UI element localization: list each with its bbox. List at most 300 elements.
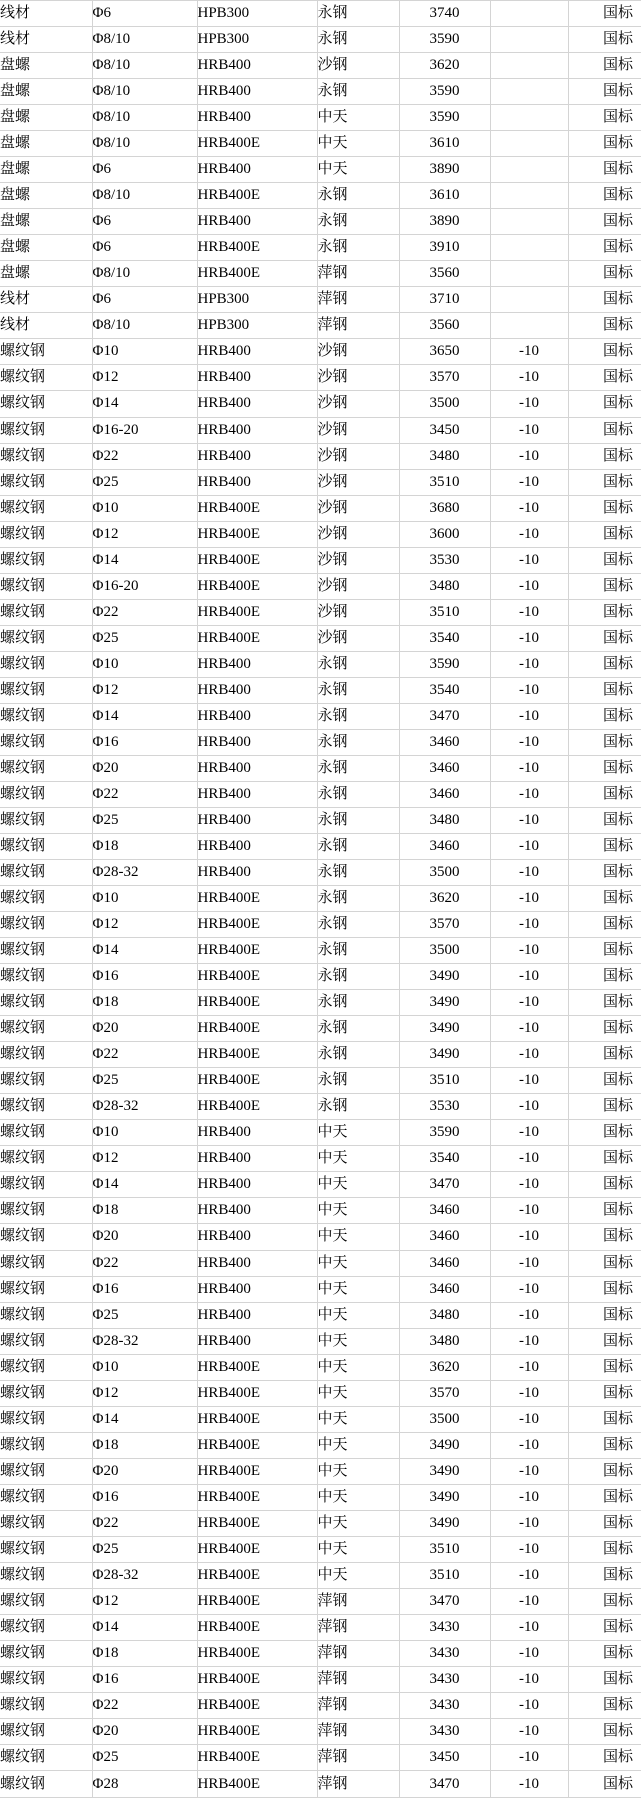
cell-price[interactable]: 3650 — [399, 339, 490, 365]
cell-change[interactable]: -10 — [490, 1588, 568, 1614]
cell-product[interactable]: 螺纹钢 — [0, 1536, 92, 1562]
cell-mill[interactable]: 永钢 — [317, 990, 399, 1016]
cell-mill[interactable]: 永钢 — [317, 807, 399, 833]
cell-change[interactable]: -10 — [490, 1198, 568, 1224]
cell-product[interactable]: 螺纹钢 — [0, 1588, 92, 1614]
cell-diameter[interactable]: Φ14 — [92, 1614, 197, 1640]
cell-product[interactable]: 螺纹钢 — [0, 1719, 92, 1745]
cell-change[interactable]: -10 — [490, 1667, 568, 1693]
cell-grade[interactable]: HRB400 — [197, 1146, 317, 1172]
cell-diameter[interactable]: Φ6 — [92, 287, 197, 313]
cell-standard[interactable]: 国标 — [568, 1198, 641, 1224]
cell-diameter[interactable]: Φ25 — [92, 1745, 197, 1771]
cell-product[interactable]: 螺纹钢 — [0, 417, 92, 443]
cell-mill[interactable]: 沙钢 — [317, 365, 399, 391]
cell-standard[interactable]: 国标 — [568, 443, 641, 469]
cell-diameter[interactable]: Φ8/10 — [92, 53, 197, 79]
cell-diameter[interactable]: Φ22 — [92, 443, 197, 469]
cell-change[interactable]: -10 — [490, 469, 568, 495]
cell-price[interactable]: 3500 — [399, 938, 490, 964]
cell-change[interactable]: -10 — [490, 1250, 568, 1276]
cell-grade[interactable]: HRB400E — [197, 261, 317, 287]
cell-mill[interactable]: 永钢 — [317, 860, 399, 886]
cell-diameter[interactable]: Φ16-20 — [92, 573, 197, 599]
cell-price[interactable]: 3570 — [399, 365, 490, 391]
cell-diameter[interactable]: Φ12 — [92, 677, 197, 703]
cell-diameter[interactable]: Φ6 — [92, 1, 197, 27]
cell-change[interactable] — [490, 261, 568, 287]
cell-standard[interactable]: 国标 — [568, 391, 641, 417]
cell-mill[interactable]: 永钢 — [317, 912, 399, 938]
cell-grade[interactable]: HRB400 — [197, 703, 317, 729]
cell-product[interactable]: 螺纹钢 — [0, 339, 92, 365]
cell-product[interactable]: 螺纹钢 — [0, 703, 92, 729]
cell-change[interactable]: -10 — [490, 1640, 568, 1666]
cell-standard[interactable]: 国标 — [568, 1745, 641, 1771]
cell-product[interactable]: 盘螺 — [0, 209, 92, 235]
cell-change[interactable]: -10 — [490, 781, 568, 807]
cell-product[interactable]: 螺纹钢 — [0, 599, 92, 625]
cell-price[interactable]: 3470 — [399, 1172, 490, 1198]
cell-price[interactable]: 3510 — [399, 469, 490, 495]
cell-standard[interactable]: 国标 — [568, 1068, 641, 1094]
cell-product[interactable]: 螺纹钢 — [0, 1094, 92, 1120]
cell-change[interactable] — [490, 313, 568, 339]
cell-standard[interactable]: 国标 — [568, 1302, 641, 1328]
cell-grade[interactable]: HRB400 — [197, 834, 317, 860]
cell-diameter[interactable]: Φ20 — [92, 1719, 197, 1745]
cell-grade[interactable]: HRB400E — [197, 1771, 317, 1798]
cell-grade[interactable]: HRB400 — [197, 729, 317, 755]
cell-mill[interactable]: 萍钢 — [317, 313, 399, 339]
cell-standard[interactable]: 国标 — [568, 834, 641, 860]
cell-grade[interactable]: HRB400E — [197, 1406, 317, 1432]
cell-diameter[interactable]: Φ12 — [92, 365, 197, 391]
cell-price[interactable]: 3460 — [399, 781, 490, 807]
cell-product[interactable]: 螺纹钢 — [0, 964, 92, 990]
cell-product[interactable]: 螺纹钢 — [0, 1458, 92, 1484]
cell-product[interactable]: 螺纹钢 — [0, 391, 92, 417]
cell-mill[interactable]: 沙钢 — [317, 495, 399, 521]
cell-diameter[interactable]: Φ8/10 — [92, 131, 197, 157]
cell-product[interactable]: 螺纹钢 — [0, 443, 92, 469]
cell-mill[interactable]: 中天 — [317, 1146, 399, 1172]
cell-standard[interactable]: 国标 — [568, 1588, 641, 1614]
cell-mill[interactable]: 中天 — [317, 1198, 399, 1224]
cell-standard[interactable]: 国标 — [568, 1406, 641, 1432]
cell-diameter[interactable]: Φ6 — [92, 209, 197, 235]
cell-grade[interactable]: HRB400E — [197, 1614, 317, 1640]
cell-product[interactable]: 螺纹钢 — [0, 1328, 92, 1354]
cell-diameter[interactable]: Φ10 — [92, 495, 197, 521]
cell-standard[interactable]: 国标 — [568, 209, 641, 235]
cell-change[interactable] — [490, 105, 568, 131]
cell-price[interactable]: 3470 — [399, 1588, 490, 1614]
cell-diameter[interactable]: Φ10 — [92, 339, 197, 365]
cell-standard[interactable]: 国标 — [568, 1146, 641, 1172]
cell-price[interactable]: 3530 — [399, 547, 490, 573]
cell-change[interactable]: -10 — [490, 547, 568, 573]
cell-change[interactable] — [490, 235, 568, 261]
cell-change[interactable]: -10 — [490, 677, 568, 703]
cell-grade[interactable]: HRB400 — [197, 860, 317, 886]
cell-standard[interactable]: 国标 — [568, 990, 641, 1016]
cell-diameter[interactable]: Φ12 — [92, 521, 197, 547]
cell-change[interactable] — [490, 183, 568, 209]
cell-diameter[interactable]: Φ16 — [92, 1276, 197, 1302]
cell-change[interactable]: -10 — [490, 755, 568, 781]
cell-grade[interactable]: HRB400E — [197, 1640, 317, 1666]
cell-grade[interactable]: HRB400 — [197, 1276, 317, 1302]
cell-standard[interactable]: 国标 — [568, 1016, 641, 1042]
cell-diameter[interactable]: Φ16 — [92, 964, 197, 990]
cell-mill[interactable]: 永钢 — [317, 781, 399, 807]
cell-diameter[interactable]: Φ22 — [92, 1250, 197, 1276]
cell-product[interactable]: 螺纹钢 — [0, 651, 92, 677]
cell-diameter[interactable]: Φ20 — [92, 1224, 197, 1250]
cell-change[interactable]: -10 — [490, 834, 568, 860]
cell-product[interactable]: 螺纹钢 — [0, 1745, 92, 1771]
cell-grade[interactable]: HRB400E — [197, 1510, 317, 1536]
cell-grade[interactable]: HRB400E — [197, 938, 317, 964]
cell-diameter[interactable]: Φ12 — [92, 1588, 197, 1614]
cell-standard[interactable]: 国标 — [568, 1614, 641, 1640]
cell-grade[interactable]: HRB400 — [197, 1302, 317, 1328]
cell-change[interactable]: -10 — [490, 964, 568, 990]
cell-price[interactable]: 3610 — [399, 131, 490, 157]
cell-price[interactable]: 3540 — [399, 1146, 490, 1172]
cell-price[interactable]: 3620 — [399, 886, 490, 912]
cell-product[interactable]: 盘螺 — [0, 105, 92, 131]
cell-mill[interactable]: 萍钢 — [317, 1693, 399, 1719]
cell-grade[interactable]: HRB400E — [197, 1536, 317, 1562]
cell-grade[interactable]: HRB400E — [197, 1094, 317, 1120]
cell-grade[interactable]: HRB400 — [197, 79, 317, 105]
cell-diameter[interactable]: Φ22 — [92, 599, 197, 625]
cell-price[interactable]: 3480 — [399, 1302, 490, 1328]
cell-standard[interactable]: 国标 — [568, 287, 641, 313]
cell-mill[interactable]: 沙钢 — [317, 443, 399, 469]
cell-product[interactable]: 螺纹钢 — [0, 1432, 92, 1458]
cell-price[interactable]: 3450 — [399, 1745, 490, 1771]
cell-standard[interactable]: 国标 — [568, 703, 641, 729]
cell-standard[interactable]: 国标 — [568, 339, 641, 365]
cell-standard[interactable]: 国标 — [568, 1536, 641, 1562]
cell-grade[interactable]: HRB400E — [197, 1380, 317, 1406]
cell-price[interactable]: 3610 — [399, 183, 490, 209]
cell-grade[interactable]: HRB400 — [197, 209, 317, 235]
cell-diameter[interactable]: Φ18 — [92, 834, 197, 860]
cell-mill[interactable]: 永钢 — [317, 938, 399, 964]
cell-standard[interactable]: 国标 — [568, 1432, 641, 1458]
cell-diameter[interactable]: Φ14 — [92, 1172, 197, 1198]
cell-change[interactable]: -10 — [490, 1536, 568, 1562]
cell-diameter[interactable]: Φ16 — [92, 1484, 197, 1510]
cell-mill[interactable]: 中天 — [317, 1510, 399, 1536]
cell-price[interactable]: 3540 — [399, 625, 490, 651]
cell-mill[interactable]: 永钢 — [317, 834, 399, 860]
cell-change[interactable] — [490, 157, 568, 183]
cell-price[interactable]: 3500 — [399, 860, 490, 886]
cell-mill[interactable]: 永钢 — [317, 886, 399, 912]
cell-diameter[interactable]: Φ14 — [92, 703, 197, 729]
cell-price[interactable]: 3620 — [399, 1354, 490, 1380]
cell-price[interactable]: 3470 — [399, 1771, 490, 1798]
cell-grade[interactable]: HRB400 — [197, 365, 317, 391]
cell-change[interactable]: -10 — [490, 651, 568, 677]
cell-standard[interactable]: 国标 — [568, 183, 641, 209]
cell-price[interactable]: 3460 — [399, 755, 490, 781]
cell-diameter[interactable]: Φ14 — [92, 938, 197, 964]
cell-grade[interactable]: HRB400E — [197, 1432, 317, 1458]
cell-price[interactable]: 3460 — [399, 1198, 490, 1224]
cell-standard[interactable]: 国标 — [568, 1640, 641, 1666]
cell-diameter[interactable]: Φ25 — [92, 1536, 197, 1562]
cell-change[interactable]: -10 — [490, 1693, 568, 1719]
cell-standard[interactable]: 国标 — [568, 599, 641, 625]
cell-diameter[interactable]: Φ14 — [92, 1406, 197, 1432]
cell-product[interactable]: 螺纹钢 — [0, 1302, 92, 1328]
cell-grade[interactable]: HRB400E — [197, 1016, 317, 1042]
cell-product[interactable]: 螺纹钢 — [0, 1042, 92, 1068]
cell-diameter[interactable]: Φ22 — [92, 1510, 197, 1536]
cell-product[interactable]: 螺纹钢 — [0, 1380, 92, 1406]
cell-diameter[interactable]: Φ14 — [92, 391, 197, 417]
cell-grade[interactable]: HRB400 — [197, 1198, 317, 1224]
cell-grade[interactable]: HRB400 — [197, 417, 317, 443]
cell-product[interactable]: 螺纹钢 — [0, 1354, 92, 1380]
cell-standard[interactable]: 国标 — [568, 547, 641, 573]
cell-mill[interactable]: 永钢 — [317, 677, 399, 703]
cell-mill[interactable]: 沙钢 — [317, 547, 399, 573]
cell-mill[interactable]: 永钢 — [317, 209, 399, 235]
cell-standard[interactable]: 国标 — [568, 131, 641, 157]
cell-diameter[interactable]: Φ18 — [92, 1198, 197, 1224]
cell-diameter[interactable]: Φ25 — [92, 469, 197, 495]
cell-mill[interactable]: 永钢 — [317, 729, 399, 755]
cell-mill[interactable]: 中天 — [317, 157, 399, 183]
cell-standard[interactable]: 国标 — [568, 1, 641, 27]
cell-grade[interactable]: HRB400E — [197, 573, 317, 599]
cell-change[interactable]: -10 — [490, 1068, 568, 1094]
cell-mill[interactable]: 永钢 — [317, 703, 399, 729]
cell-grade[interactable]: HRB400E — [197, 625, 317, 651]
cell-change[interactable]: -10 — [490, 1120, 568, 1146]
cell-change[interactable]: -10 — [490, 1614, 568, 1640]
cell-standard[interactable]: 国标 — [568, 1562, 641, 1588]
cell-change[interactable]: -10 — [490, 1380, 568, 1406]
cell-diameter[interactable]: Φ8/10 — [92, 79, 197, 105]
cell-price[interactable]: 3460 — [399, 1276, 490, 1302]
cell-change[interactable] — [490, 131, 568, 157]
cell-change[interactable]: -10 — [490, 990, 568, 1016]
cell-grade[interactable]: HRB400E — [197, 1068, 317, 1094]
cell-grade[interactable]: HRB400E — [197, 990, 317, 1016]
cell-price[interactable]: 3490 — [399, 964, 490, 990]
cell-standard[interactable]: 国标 — [568, 1510, 641, 1536]
cell-product[interactable]: 螺纹钢 — [0, 990, 92, 1016]
cell-price[interactable]: 3430 — [399, 1640, 490, 1666]
cell-diameter[interactable]: Φ8/10 — [92, 27, 197, 53]
cell-standard[interactable]: 国标 — [568, 625, 641, 651]
cell-mill[interactable]: 中天 — [317, 1432, 399, 1458]
cell-price[interactable]: 3530 — [399, 1094, 490, 1120]
cell-mill[interactable]: 永钢 — [317, 235, 399, 261]
cell-grade[interactable]: HRB400 — [197, 807, 317, 833]
cell-mill[interactable]: 永钢 — [317, 1042, 399, 1068]
cell-product[interactable]: 螺纹钢 — [0, 495, 92, 521]
cell-diameter[interactable]: Φ8/10 — [92, 183, 197, 209]
cell-change[interactable]: -10 — [490, 391, 568, 417]
cell-grade[interactable]: HRB400 — [197, 105, 317, 131]
cell-diameter[interactable]: Φ22 — [92, 1693, 197, 1719]
cell-diameter[interactable]: Φ12 — [92, 1380, 197, 1406]
cell-standard[interactable]: 国标 — [568, 781, 641, 807]
cell-price[interactable]: 3910 — [399, 235, 490, 261]
cell-price[interactable]: 3480 — [399, 443, 490, 469]
cell-mill[interactable]: 中天 — [317, 131, 399, 157]
cell-product[interactable]: 螺纹钢 — [0, 1771, 92, 1798]
cell-grade[interactable]: HRB400E — [197, 964, 317, 990]
cell-change[interactable]: -10 — [490, 495, 568, 521]
cell-standard[interactable]: 国标 — [568, 313, 641, 339]
cell-price[interactable]: 3890 — [399, 209, 490, 235]
cell-standard[interactable]: 国标 — [568, 1380, 641, 1406]
cell-diameter[interactable]: Φ12 — [92, 912, 197, 938]
cell-product[interactable]: 线材 — [0, 1, 92, 27]
cell-grade[interactable]: HRB400E — [197, 1667, 317, 1693]
cell-mill[interactable]: 中天 — [317, 1484, 399, 1510]
cell-grade[interactable]: HRB400 — [197, 781, 317, 807]
cell-change[interactable]: -10 — [490, 1719, 568, 1745]
cell-price[interactable]: 3620 — [399, 53, 490, 79]
cell-change[interactable]: -10 — [490, 1562, 568, 1588]
cell-change[interactable] — [490, 53, 568, 79]
cell-mill[interactable]: 中天 — [317, 1458, 399, 1484]
cell-standard[interactable]: 国标 — [568, 1328, 641, 1354]
cell-price[interactable]: 3560 — [399, 313, 490, 339]
cell-standard[interactable]: 国标 — [568, 417, 641, 443]
cell-standard[interactable]: 国标 — [568, 677, 641, 703]
cell-change[interactable]: -10 — [490, 1016, 568, 1042]
cell-grade[interactable]: HRB400 — [197, 157, 317, 183]
cell-standard[interactable]: 国标 — [568, 1484, 641, 1510]
cell-mill[interactable]: 沙钢 — [317, 391, 399, 417]
cell-change[interactable]: -10 — [490, 1276, 568, 1302]
cell-mill[interactable]: 萍钢 — [317, 1745, 399, 1771]
cell-change[interactable] — [490, 209, 568, 235]
cell-product[interactable]: 螺纹钢 — [0, 547, 92, 573]
cell-product[interactable]: 螺纹钢 — [0, 625, 92, 651]
cell-change[interactable]: -10 — [490, 573, 568, 599]
cell-standard[interactable]: 国标 — [568, 573, 641, 599]
cell-product[interactable]: 螺纹钢 — [0, 1120, 92, 1146]
cell-mill[interactable]: 萍钢 — [317, 1719, 399, 1745]
cell-price[interactable]: 3890 — [399, 157, 490, 183]
cell-diameter[interactable]: Φ16 — [92, 729, 197, 755]
cell-mill[interactable]: 萍钢 — [317, 1771, 399, 1798]
cell-standard[interactable]: 国标 — [568, 1771, 641, 1798]
cell-mill[interactable]: 沙钢 — [317, 417, 399, 443]
cell-grade[interactable]: HRB400E — [197, 886, 317, 912]
cell-diameter[interactable]: Φ28 — [92, 1771, 197, 1798]
cell-change[interactable]: -10 — [490, 807, 568, 833]
cell-mill[interactable]: 萍钢 — [317, 261, 399, 287]
cell-price[interactable]: 3460 — [399, 1224, 490, 1250]
cell-grade[interactable]: HRB400 — [197, 1172, 317, 1198]
cell-standard[interactable]: 国标 — [568, 729, 641, 755]
cell-diameter[interactable]: Φ8/10 — [92, 261, 197, 287]
cell-product[interactable]: 螺纹钢 — [0, 677, 92, 703]
cell-product[interactable]: 螺纹钢 — [0, 469, 92, 495]
cell-product[interactable]: 螺纹钢 — [0, 1016, 92, 1042]
cell-standard[interactable]: 国标 — [568, 235, 641, 261]
cell-mill[interactable]: 永钢 — [317, 1068, 399, 1094]
cell-grade[interactable]: HRB400E — [197, 1354, 317, 1380]
cell-grade[interactable]: HRB400E — [197, 547, 317, 573]
cell-product[interactable]: 螺纹钢 — [0, 1693, 92, 1719]
cell-price[interactable]: 3480 — [399, 1328, 490, 1354]
cell-product[interactable]: 盘螺 — [0, 157, 92, 183]
cell-diameter[interactable]: Φ25 — [92, 1068, 197, 1094]
cell-change[interactable]: -10 — [490, 912, 568, 938]
cell-mill[interactable]: 永钢 — [317, 1094, 399, 1120]
cell-product[interactable]: 螺纹钢 — [0, 1068, 92, 1094]
cell-change[interactable]: -10 — [490, 886, 568, 912]
cell-mill[interactable]: 中天 — [317, 1172, 399, 1198]
cell-product[interactable]: 螺纹钢 — [0, 1667, 92, 1693]
cell-diameter[interactable]: Φ20 — [92, 1016, 197, 1042]
cell-diameter[interactable]: Φ25 — [92, 807, 197, 833]
cell-price[interactable]: 3590 — [399, 1120, 490, 1146]
cell-mill[interactable]: 中天 — [317, 1224, 399, 1250]
cell-diameter[interactable]: Φ28-32 — [92, 1094, 197, 1120]
cell-mill[interactable]: 沙钢 — [317, 53, 399, 79]
cell-mill[interactable]: 中天 — [317, 1380, 399, 1406]
cell-change[interactable]: -10 — [490, 1328, 568, 1354]
cell-diameter[interactable]: Φ10 — [92, 886, 197, 912]
cell-product[interactable]: 盘螺 — [0, 131, 92, 157]
cell-price[interactable]: 3470 — [399, 703, 490, 729]
cell-mill[interactable]: 萍钢 — [317, 1667, 399, 1693]
cell-price[interactable]: 3590 — [399, 105, 490, 131]
cell-grade[interactable]: HRB400 — [197, 1224, 317, 1250]
cell-grade[interactable]: HPB300 — [197, 27, 317, 53]
cell-diameter[interactable]: Φ25 — [92, 1302, 197, 1328]
cell-grade[interactable]: HRB400 — [197, 651, 317, 677]
cell-change[interactable] — [490, 1, 568, 27]
cell-change[interactable] — [490, 287, 568, 313]
cell-diameter[interactable]: Φ10 — [92, 1120, 197, 1146]
cell-change[interactable]: -10 — [490, 938, 568, 964]
cell-diameter[interactable]: Φ8/10 — [92, 105, 197, 131]
cell-price[interactable]: 3450 — [399, 417, 490, 443]
cell-price[interactable]: 3510 — [399, 1536, 490, 1562]
cell-mill[interactable]: 永钢 — [317, 183, 399, 209]
cell-price[interactable]: 3490 — [399, 1042, 490, 1068]
cell-change[interactable]: -10 — [490, 1094, 568, 1120]
cell-price[interactable]: 3490 — [399, 1016, 490, 1042]
cell-price[interactable]: 3480 — [399, 807, 490, 833]
cell-grade[interactable]: HRB400E — [197, 1745, 317, 1771]
cell-product[interactable]: 螺纹钢 — [0, 1510, 92, 1536]
cell-mill[interactable]: 萍钢 — [317, 1640, 399, 1666]
cell-diameter[interactable]: Φ28-32 — [92, 860, 197, 886]
cell-diameter[interactable]: Φ6 — [92, 235, 197, 261]
cell-price[interactable]: 3490 — [399, 1510, 490, 1536]
cell-standard[interactable]: 国标 — [568, 53, 641, 79]
cell-diameter[interactable]: Φ10 — [92, 1354, 197, 1380]
